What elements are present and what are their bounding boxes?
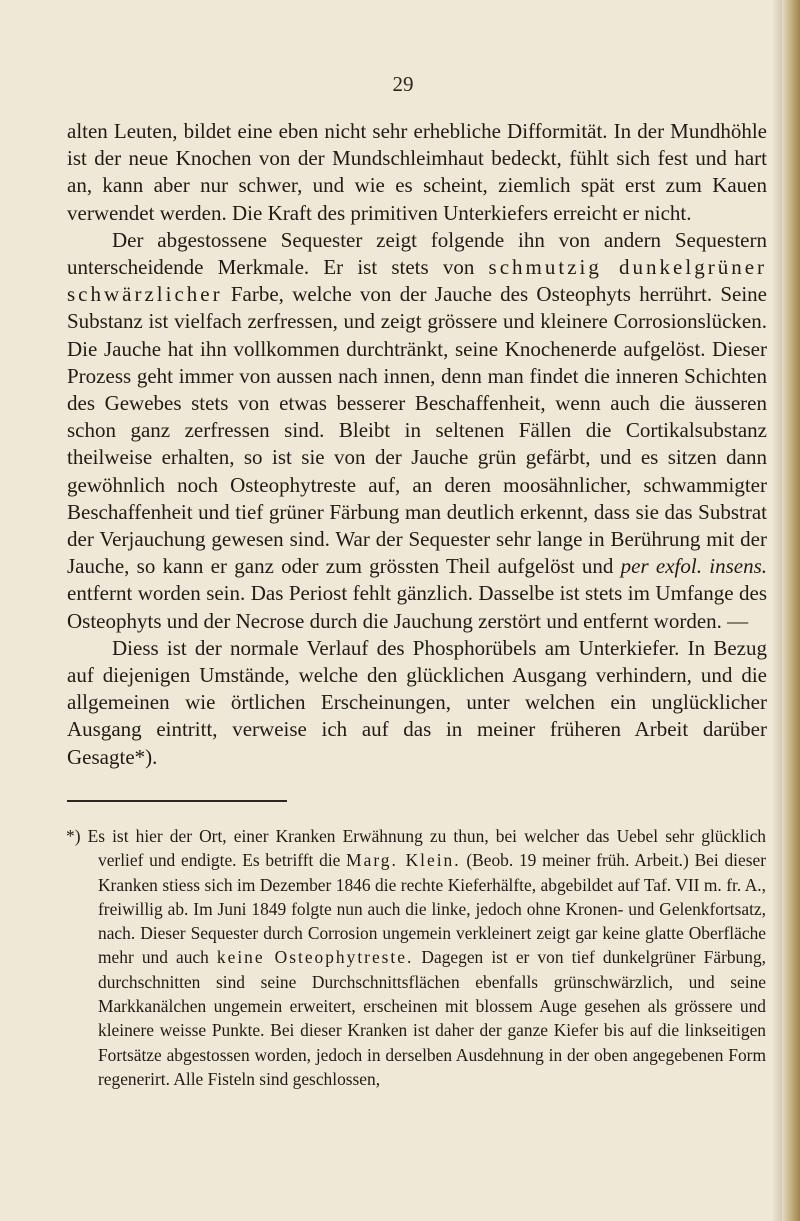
book-binding-edge (782, 0, 800, 1221)
footnote-part-e: Dagegen ist er von tief dunkelgrüner Färbung, durchschnitten sind seine Durchschnittsflächen ebenfalls grünschwärzlich, und seine Markkanälchen ungemein erweitert, erscheinen mit blossem Auge gesehen als grössere und kleinere weisse Punkte. Bei dieser Kranken ist daher der ganze Kiefer bis auf die linkseitigen Fortsätze abgestossen worden, jedoch in derselben Ausdehnung in der oben angegebenen Form regenerirt. Alle Fisteln sind geschlossen, (98, 947, 766, 1089)
paragraph-1: alten Leuten, bildet eine eben nicht sehr erhebliche Difformität. In der Mundhöhle ist der neue Knochen von der Mundschleimhaut bedeckt, fühlt sich fest und hart an, kann aber nur schwer, und wie es scheint, ziemlich spät erst zum Kauen verwendet werden. Die Kraft des primitiven Unterkiefers erreicht er nicht. (67, 119, 767, 225)
paragraph-2-part-a: Der abgestossene Sequester zeigt folgende ihn von andern Sequestern unterscheidende Merkmale. Er ist stets von (67, 227, 767, 280)
footnote (66, 824, 766, 1091)
footnote-paragraph (66, 824, 766, 1091)
main-body-text (67, 118, 767, 771)
paragraph-2 (67, 227, 767, 635)
paragraph-2-part-c: Farbe, welche von der Jauche des Osteophyts herrührt. Seine Substanz ist vielfach zerfressen, und zeigt grössere und kleinere Corrosionslücken. Die Jauche hat ihn vollkommen durchtränkt, seine Knochenerde aufgelöst. Dieser Prozess geht immer von aussen nach innen, denn man findet die inneren Schichten des Gewebes stets von etwas besserer Beschaffenheit, wenn auch die äusseren schon ganz zerfressen sind. Bleibt in seltenen Fällen die Cortikalsubstanz theilweise erhalten, so ist sie von der Jauche grün gefärbt, und es sitzen dann gewöhnlich noch Osteophytreste auf, an deren moosähnlicher, schwammigter Beschaffenheit und tief grüner Färbung man deutlich erkennt, dass sie das Substrat der Verjauchung gewesen sind. War der Sequester sehr lange in Berührung mit der Jauche, so kann er ganz oder zum grössten Theil aufgelöst und (67, 282, 767, 579)
patient-name: Marg. Klein. (346, 850, 461, 871)
emphasized-color-description: schmutzig dunkelgrüner schwärzlicher (67, 255, 768, 307)
latin-phrase: per exfol. insens. (620, 554, 767, 579)
page-number: 29 (392, 72, 414, 96)
footnote-divider (67, 800, 287, 802)
paragraph-2-part-e: entfernt worden sein. Das Periost fehlt gänzlich. Dasselbe ist stets im Umfange des Osteophyts und der Necrose durch die Jauchung zerstört und entfernt worden. — (67, 581, 767, 633)
footnote-part-a: *) Es ist hier der Ort, einer Kranken Erwähnung zu thun, bei welcher das Uebel sehr glücklich verlief und endigte. Es betrifft die (66, 826, 766, 871)
binding-shadow (772, 0, 782, 1221)
paragraph-3: Diess ist der normale Verlauf des Phosphorübels am Unterkiefer. In Bezug auf diejenigen Umstände, welche den glücklichen Ausgang verhindern, und die allgemeinen wie örtlichen Erscheinungen, unter welchen ein unglücklicher Ausgang eintritt, verweise ich auf das in meiner früheren Arbeit darüber Gesagte*). (67, 635, 767, 769)
footnote-part-c: (Beob. 19 meiner früh. Arbeit.) Bei dieser Kranken stiess sich im Dezember 1846 die rechte Kieferhälfte, abgebildet auf Taf. VII m. fr. A., freiwillig ab. Im Juni 1849 folgte nun auch die linke, jedoch ohne Kronen- und Gelenkfortsatz, nach. Dieser Sequester durch Corrosion ungemein verkleinert zeigt gar keine glatte Oberfläche mehr und auch (98, 850, 766, 968)
footnote-emphasis: keine Osteophytreste. (216, 947, 414, 968)
